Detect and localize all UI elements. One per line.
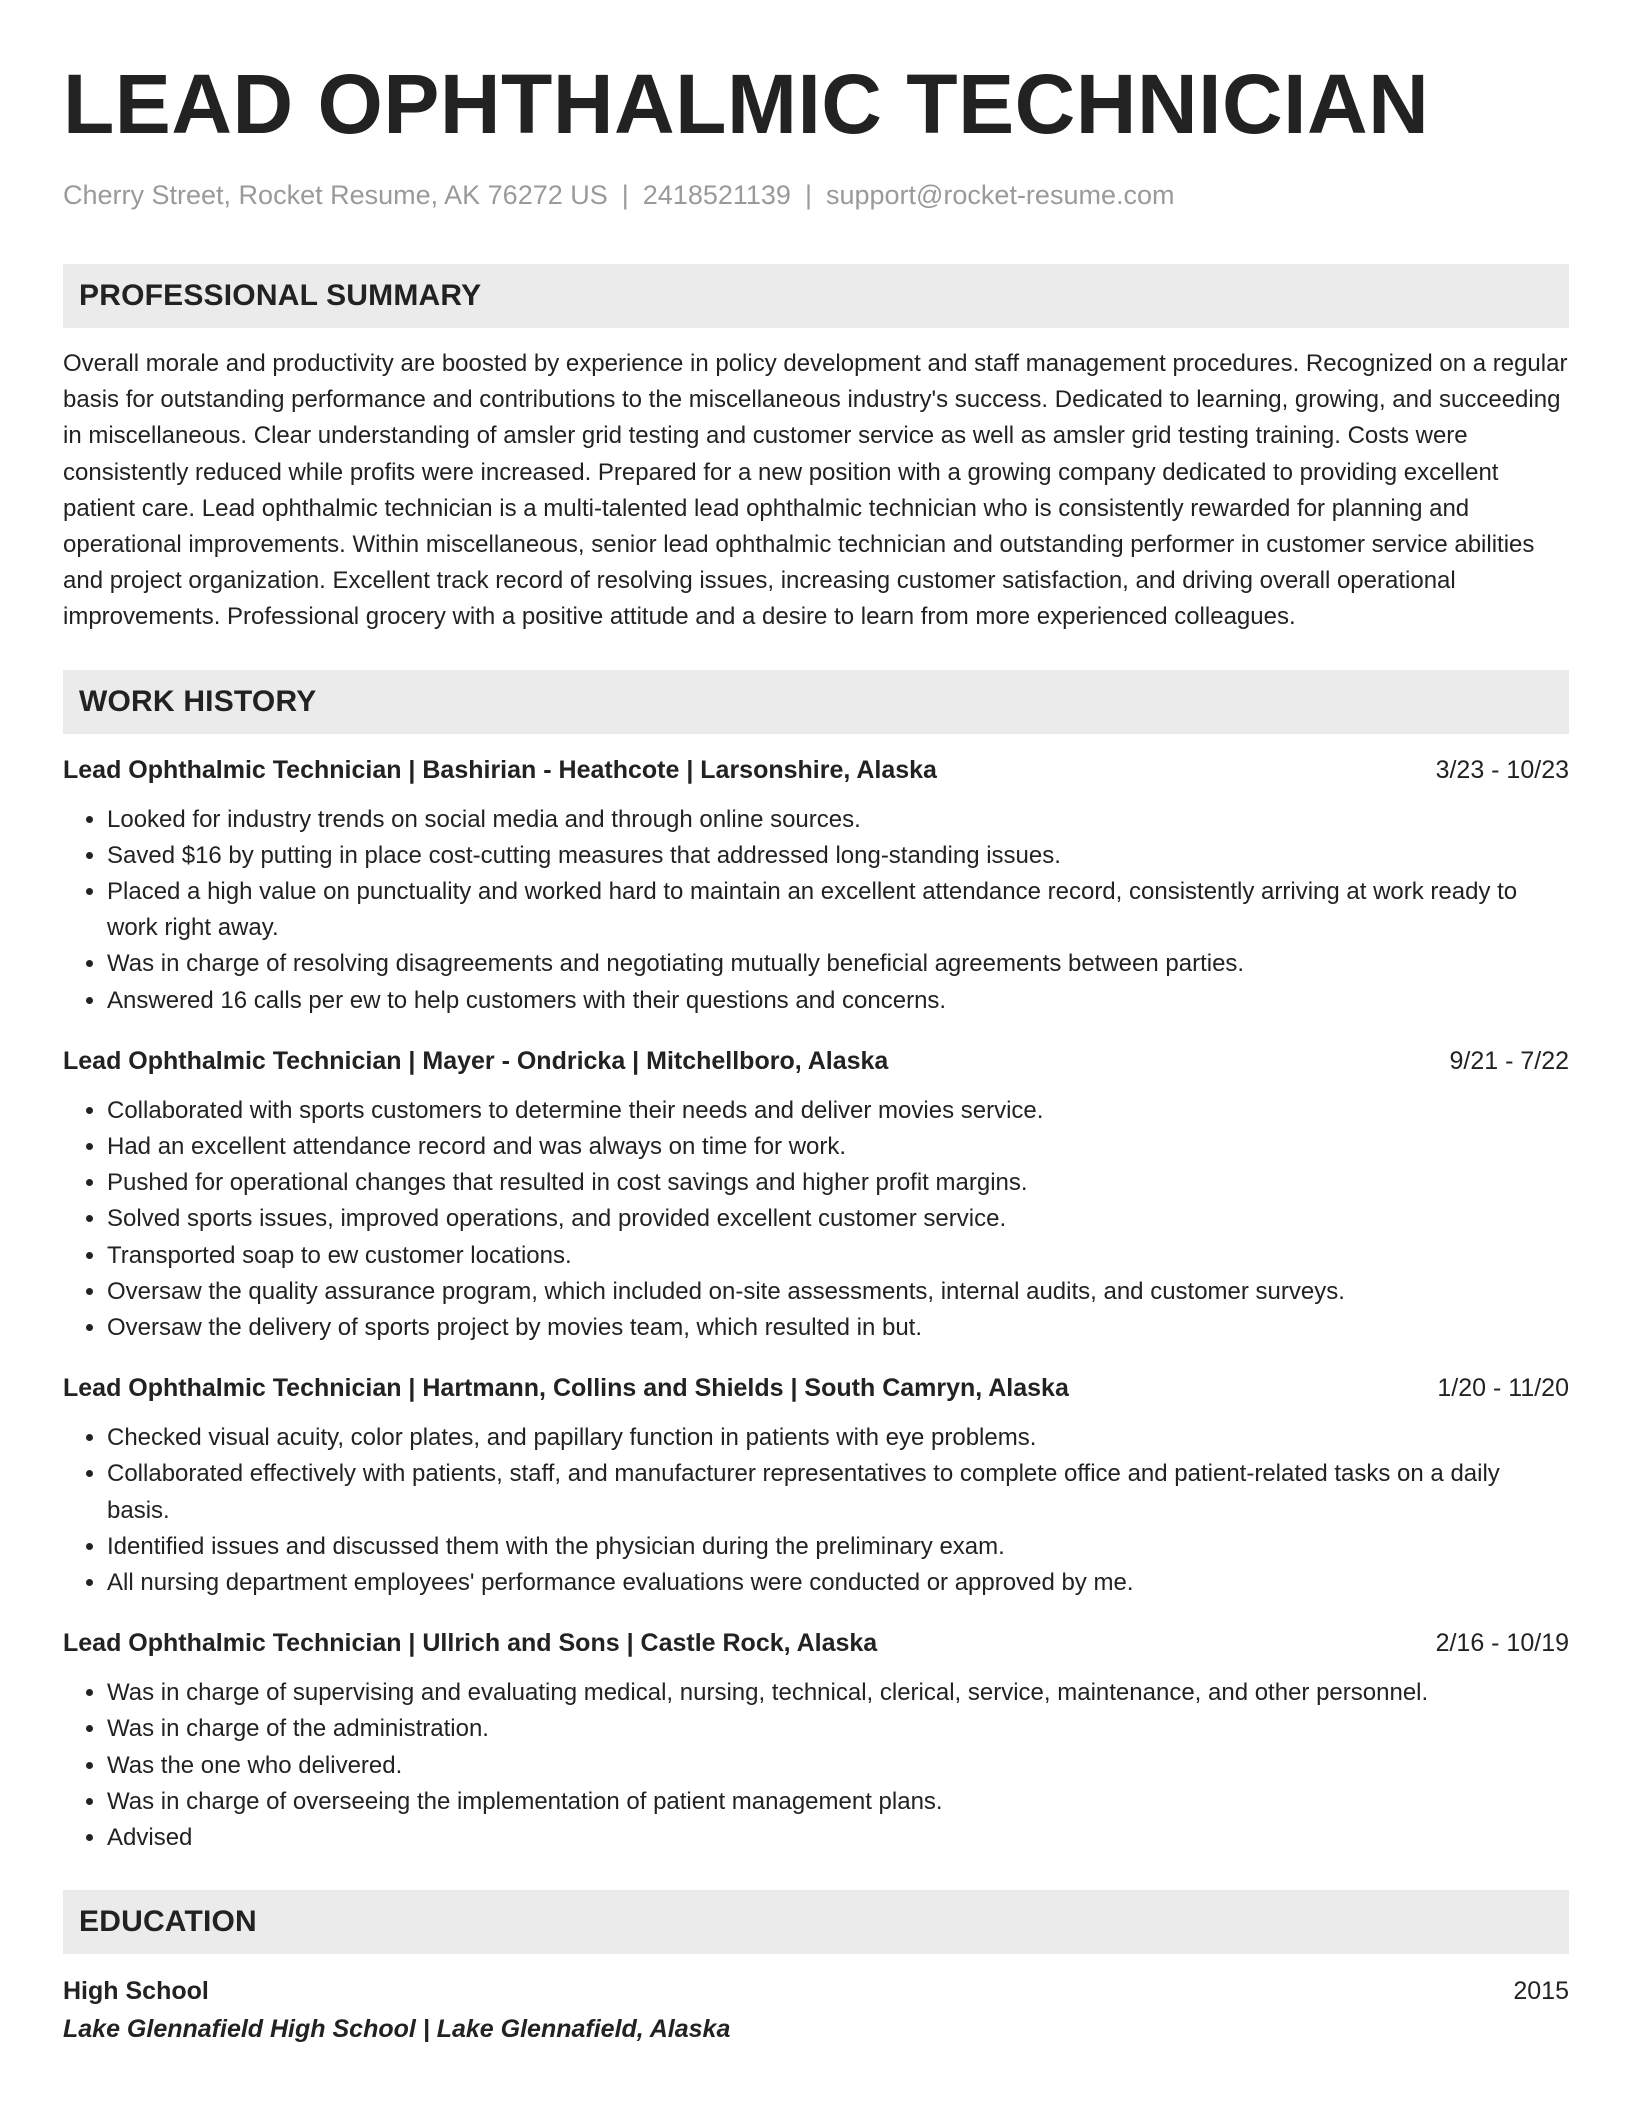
job-bullet: • Collaborated effectively with patients, staff, and manufacturer representatives to complete office and patient-related tasks on a daily basis. [107,1456,1569,1528]
job-entry [63,1627,1569,1856]
education-year: 2015 [1513,1977,1569,2006]
education-degree: High School [63,1977,209,2006]
contact-separator: | [804,180,812,210]
job-bullet: • Was in charge of supervising and evaluating medical, nursing, technical, clerical, service, maintenance, and other personnel. [107,1675,1569,1711]
job-bullet: • Was in charge of the administration. [107,1711,1569,1747]
job-bullets [63,802,1569,1019]
resume-title: LEAD OPHTHALMIC TECHNICIAN [63,57,1430,151]
education-heading: EDUCATION [79,1905,257,1939]
job-title: Lead Ophthalmic Technician | Hartmann, Collins and Shields | South Camryn, Alaska [63,1374,1069,1403]
job-bullet: • Transported soap to ew customer locations. [107,1238,1569,1274]
job-bullet: • All nursing department employees' performance evaluations were conducted or approved by me. [107,1565,1569,1601]
education-school: Lake Glennafield High School | Lake Glennafield, Alaska [63,2015,731,2044]
job-bullet: • Answered 16 calls per ew to help customers with their questions and concerns. [107,983,1569,1019]
contact-email: support@rocket-resume.com [825,180,1175,210]
work-heading: WORK HISTORY [79,684,317,718]
job-entry [63,1045,1569,1346]
job-bullet: • Pushed for operational changes that resulted in cost savings and higher profit margins. [107,1165,1569,1201]
job-bullets [63,1093,1569,1346]
job-bullets [63,1420,1569,1601]
job-bullet: • Oversaw the quality assurance program, which included on-site assessments, internal audits, and customer surveys. [107,1274,1569,1310]
job-dates: 3/23 - 10/23 [1435,755,1569,784]
job-title: Lead Ophthalmic Technician | Ullrich and Sons | Castle Rock, Alaska [63,1629,878,1658]
job-title: Lead Ophthalmic Technician | Bashirian - Heathcote | Larsonshire, Alaska [63,755,937,784]
summary-section-header [63,264,1569,328]
job-bullet: • Identified issues and discussed them with the physician during the preliminary exam. [107,1529,1569,1565]
contact-address: Cherry Street, Rocket Resume, AK 76272 US [63,180,608,210]
work-section-header [63,670,1569,734]
job-bullets [63,1675,1569,1856]
job-bullet: • Solved sports issues, improved operations, and provided excellent customer service. [107,1201,1569,1237]
education-section-header [63,1890,1569,1954]
contact-separator: | [621,180,629,210]
contact-phone: 2418521139 [642,180,791,210]
job-entry [63,754,1569,1019]
job-dates: 9/21 - 7/22 [1449,1046,1569,1075]
job-bullet: • Was in charge of resolving disagreements and negotiating mutually beneficial agreements between parties. [107,946,1569,982]
job-bullet: • Was the one who delivered. [107,1748,1569,1784]
job-bullet: • Had an excellent attendance record and was always on time for work. [107,1129,1569,1165]
job-title: Lead Ophthalmic Technician | Mayer - Ondricka | Mitchellboro, Alaska [63,1046,889,1075]
job-dates: 1/20 - 11/20 [1437,1374,1569,1403]
job-bullet: • Looked for industry trends on social media and through online sources. [107,802,1569,838]
job-dates: 2/16 - 10/19 [1435,1629,1569,1658]
job-bullet: • Placed a high value on punctuality and worked hard to maintain an excellent attendance record, consistently arriving at work ready to work right away. [107,874,1569,946]
contact-line [63,178,1569,212]
job-bullet: • Checked visual acuity, color plates, and papillary function in patients with eye problems. [107,1420,1569,1456]
job-bullet: • Saved $16 by putting in place cost-cutting measures that addressed long-standing issues. [107,838,1569,874]
education-entry [63,1972,1569,2048]
job-bullet: • Collaborated with sports customers to determine their needs and deliver movies service. [107,1093,1569,1129]
summary-heading: PROFESSIONAL SUMMARY [79,279,482,312]
job-entry [63,1372,1569,1601]
job-bullet: • Oversaw the delivery of sports project by movies team, which resulted in but. [107,1310,1569,1346]
job-bullet: • Advised [107,1820,1569,1856]
job-bullet: • Was in charge of overseeing the implementation of patient management plans. [107,1784,1569,1820]
summary-text: Overall morale and productivity are boosted by experience in policy development and staff management procedures. Recognized on a regular basis for outstanding performance and contributions to the miscellaneous industry's success. Dedicated to learning, growing, and succeeding in miscellaneous. Clear understanding of amsler grid testing and customer service as well as amsler grid testing training. Costs were consistently reduced while profits were increased. Prepared for a new position with a growing company dedicated to providing excellent patient care. Lead ophthalmic technician is a multi-talented lead ophthalmic technician who is consistently rewarded for planning and operational improvements. Within miscellaneous, senior lead ophthalmic technician and outstanding performer in customer service abilities and project organization. Excellent track record of resolving issues, increasing customer satisfaction, and driving overall operational improvements. Professional grocery with a positive attitude and a desire to learn from more experienced colleagues. [63,350,1568,631]
